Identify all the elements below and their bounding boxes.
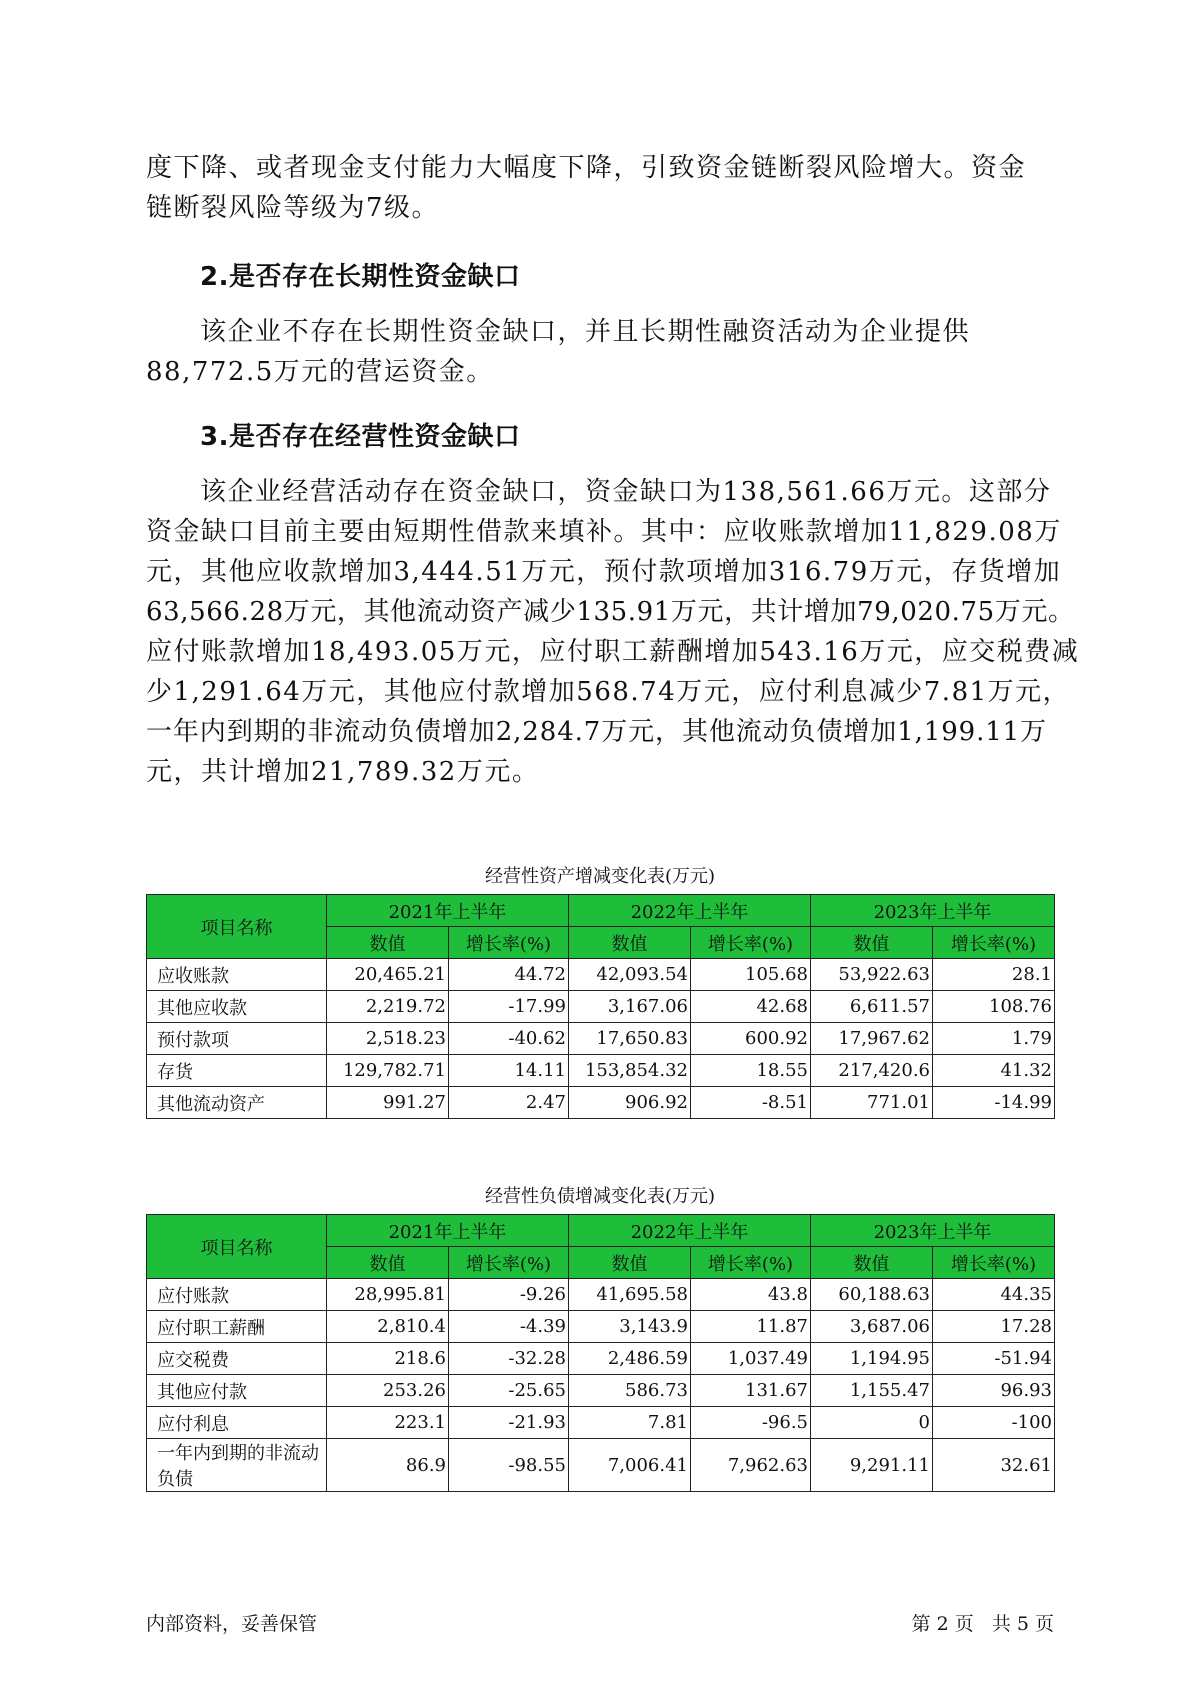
growth-cell: 44.35 bbox=[933, 1279, 1055, 1311]
value-cell: 17,967.62 bbox=[811, 1023, 933, 1055]
column-header-item-name: 项目名称 bbox=[147, 1215, 327, 1279]
table-row bbox=[147, 959, 1055, 991]
table-row bbox=[147, 1439, 1055, 1492]
growth-cell: 600.92 bbox=[691, 1023, 811, 1055]
paragraph-risk bbox=[146, 148, 1054, 228]
value-cell: 253.26 bbox=[327, 1375, 449, 1407]
growth-cell: 42.68 bbox=[691, 991, 811, 1023]
table-row bbox=[147, 1055, 1055, 1087]
growth-cell: 2.47 bbox=[449, 1087, 569, 1119]
text-line: 该企业不存在长期性资金缺口，并且长期性融资活动为企业提供 bbox=[200, 317, 971, 347]
column-header-growth: 增长率(%) bbox=[691, 927, 811, 959]
growth-cell: -21.93 bbox=[449, 1407, 569, 1439]
growth-cell: 32.61 bbox=[933, 1439, 1055, 1492]
row-label: 其他流动资产 bbox=[147, 1087, 327, 1119]
value-cell: 60,188.63 bbox=[811, 1279, 933, 1311]
text-line: 链断裂风险等级为7级。 bbox=[146, 193, 440, 223]
value-cell: 218.6 bbox=[327, 1343, 449, 1375]
table-caption-assets: 经营性资产增减变化表(万元) bbox=[484, 866, 716, 887]
text-line: 一年内到期的非流动负债增加2,284.7万元，其他流动负债增加1,199.11万 bbox=[146, 717, 1048, 747]
growth-cell: 96.93 bbox=[933, 1375, 1055, 1407]
growth-cell: -100 bbox=[933, 1407, 1055, 1439]
row-label: 应收账款 bbox=[147, 959, 327, 991]
text-line: 资金缺口目前主要由短期性借款来填补。其中：应收账款增加11,829.08万 bbox=[146, 517, 1062, 547]
value-cell: 2,810.4 bbox=[327, 1311, 449, 1343]
row-label: 其他应付款 bbox=[147, 1375, 327, 1407]
paragraph-long-term bbox=[146, 312, 1054, 392]
growth-cell: 17.28 bbox=[933, 1311, 1055, 1343]
value-cell: 129,782.71 bbox=[327, 1055, 449, 1087]
column-header-value: 数值 bbox=[327, 1247, 449, 1279]
text-line: 少1,291.64万元，其他应付款增加568.74万元，应付利息减少7.81万元， bbox=[146, 677, 1071, 707]
growth-cell: -14.99 bbox=[933, 1087, 1055, 1119]
value-cell: 586.73 bbox=[569, 1375, 691, 1407]
table-row bbox=[147, 1343, 1055, 1375]
column-header-growth: 增长率(%) bbox=[691, 1247, 811, 1279]
period-header: 2023年上半年 bbox=[811, 895, 1055, 927]
value-cell: 1,155.47 bbox=[811, 1375, 933, 1407]
table-row bbox=[147, 991, 1055, 1023]
value-cell: 991.27 bbox=[327, 1087, 449, 1119]
row-label: 应付账款 bbox=[147, 1279, 327, 1311]
value-cell: 2,219.72 bbox=[327, 991, 449, 1023]
growth-cell: 1,037.49 bbox=[691, 1343, 811, 1375]
period-header: 2023年上半年 bbox=[811, 1215, 1055, 1247]
text-line: 元，其他应收款增加3,444.51万元，预付款项增加316.79万元，存货增加 bbox=[146, 557, 1062, 587]
table-row bbox=[147, 1279, 1055, 1311]
table-caption-liabilities: 经营性负债增减变化表(万元) bbox=[484, 1186, 716, 1207]
column-header-growth: 增长率(%) bbox=[449, 927, 569, 959]
value-cell: 3,687.06 bbox=[811, 1311, 933, 1343]
period-header: 2021年上半年 bbox=[327, 1215, 569, 1247]
growth-cell: 43.8 bbox=[691, 1279, 811, 1311]
value-cell: 7.81 bbox=[569, 1407, 691, 1439]
column-header-value: 数值 bbox=[569, 1247, 691, 1279]
value-cell: 217,420.6 bbox=[811, 1055, 933, 1087]
row-label: 应付职工薪酬 bbox=[147, 1311, 327, 1343]
value-cell: 2,486.59 bbox=[569, 1343, 691, 1375]
value-cell: 20,465.21 bbox=[327, 959, 449, 991]
growth-cell: 7,962.63 bbox=[691, 1439, 811, 1492]
value-cell: 7,006.41 bbox=[569, 1439, 691, 1492]
growth-cell: -40.62 bbox=[449, 1023, 569, 1055]
value-cell: 771.01 bbox=[811, 1087, 933, 1119]
column-header-value: 数值 bbox=[811, 1247, 933, 1279]
growth-cell: -98.55 bbox=[449, 1439, 569, 1492]
value-cell: 3,143.9 bbox=[569, 1311, 691, 1343]
value-cell: 53,922.63 bbox=[811, 959, 933, 991]
growth-cell: 28.1 bbox=[933, 959, 1055, 991]
text-line: 元，共计增加21,789.32万元。 bbox=[146, 757, 540, 787]
row-label: 预付款项 bbox=[147, 1023, 327, 1055]
period-header: 2022年上半年 bbox=[569, 895, 811, 927]
value-cell: 0 bbox=[811, 1407, 933, 1439]
growth-cell: -96.5 bbox=[691, 1407, 811, 1439]
assets-table-body bbox=[147, 959, 1055, 1119]
value-cell: 906.92 bbox=[569, 1087, 691, 1119]
value-cell: 86.9 bbox=[327, 1439, 449, 1492]
growth-cell: 41.32 bbox=[933, 1055, 1055, 1087]
text-line: 该企业经营活动存在资金缺口，资金缺口为138,561.66万元。这部分 bbox=[200, 477, 1052, 507]
liabilities-table bbox=[146, 1214, 1055, 1492]
growth-cell: 18.55 bbox=[691, 1055, 811, 1087]
table-row bbox=[147, 1375, 1055, 1407]
value-cell: 28,995.81 bbox=[327, 1279, 449, 1311]
row-label: 应付利息 bbox=[147, 1407, 327, 1439]
growth-cell: 131.67 bbox=[691, 1375, 811, 1407]
text-line: 度下降、或者现金支付能力大幅度下降，引致资金链断裂风险增大。资金 bbox=[146, 153, 1027, 183]
growth-cell: 105.68 bbox=[691, 959, 811, 991]
text-line: 63,566.28万元，其他流动资产减少135.91万元，共计增加79,020.75万元。 bbox=[146, 597, 1075, 627]
value-cell: 6,611.57 bbox=[811, 991, 933, 1023]
growth-cell: -8.51 bbox=[691, 1087, 811, 1119]
value-cell: 42,093.54 bbox=[569, 959, 691, 991]
paragraph-operating bbox=[146, 472, 1080, 792]
row-label: 其他应收款 bbox=[147, 991, 327, 1023]
growth-cell: 1.79 bbox=[933, 1023, 1055, 1055]
liabilities-table-body bbox=[147, 1279, 1055, 1492]
value-cell: 1,194.95 bbox=[811, 1343, 933, 1375]
value-cell: 223.1 bbox=[327, 1407, 449, 1439]
row-label: 一年内到期的非流动负债 bbox=[147, 1439, 327, 1492]
period-header: 2021年上半年 bbox=[327, 895, 569, 927]
table-row bbox=[147, 1023, 1055, 1055]
value-cell: 9,291.11 bbox=[811, 1439, 933, 1492]
growth-cell: -4.39 bbox=[449, 1311, 569, 1343]
growth-cell: 11.87 bbox=[691, 1311, 811, 1343]
table-row bbox=[147, 1087, 1055, 1119]
column-header-value: 数值 bbox=[811, 927, 933, 959]
growth-cell: -25.65 bbox=[449, 1375, 569, 1407]
column-header-growth: 增长率(%) bbox=[933, 927, 1055, 959]
assets-table bbox=[146, 894, 1055, 1119]
growth-cell: -32.28 bbox=[449, 1343, 569, 1375]
column-header-value: 数值 bbox=[327, 927, 449, 959]
column-header-value: 数值 bbox=[569, 927, 691, 959]
growth-cell: -17.99 bbox=[449, 991, 569, 1023]
growth-cell: -9.26 bbox=[449, 1279, 569, 1311]
footer-page-number: 第 2 页 共 5 页 bbox=[911, 1613, 1054, 1635]
row-label: 应交税费 bbox=[147, 1343, 327, 1375]
value-cell: 41,695.58 bbox=[569, 1279, 691, 1311]
growth-cell: -51.94 bbox=[933, 1343, 1055, 1375]
value-cell: 3,167.06 bbox=[569, 991, 691, 1023]
table-row bbox=[147, 1311, 1055, 1343]
column-header-item-name: 项目名称 bbox=[147, 895, 327, 959]
footer-confidential-note: 内部资料，妥善保管 bbox=[146, 1613, 318, 1635]
table-row bbox=[147, 1407, 1055, 1439]
value-cell: 153,854.32 bbox=[569, 1055, 691, 1087]
growth-cell: 14.11 bbox=[449, 1055, 569, 1087]
heading-operating-gap: 3.是否存在经营性资金缺口 bbox=[200, 422, 521, 452]
row-label: 存货 bbox=[147, 1055, 327, 1087]
column-header-growth: 增长率(%) bbox=[449, 1247, 569, 1279]
text-line: 应付账款增加18,493.05万元，应付职工薪酬增加543.16万元，应交税费减 bbox=[146, 637, 1080, 667]
text-line: 88,772.5万元的营运资金。 bbox=[146, 357, 494, 387]
column-header-growth: 增长率(%) bbox=[933, 1247, 1055, 1279]
period-header: 2022年上半年 bbox=[569, 1215, 811, 1247]
value-cell: 17,650.83 bbox=[569, 1023, 691, 1055]
growth-cell: 108.76 bbox=[933, 991, 1055, 1023]
heading-long-term-gap: 2.是否存在长期性资金缺口 bbox=[200, 262, 521, 292]
value-cell: 2,518.23 bbox=[327, 1023, 449, 1055]
growth-cell: 44.72 bbox=[449, 959, 569, 991]
